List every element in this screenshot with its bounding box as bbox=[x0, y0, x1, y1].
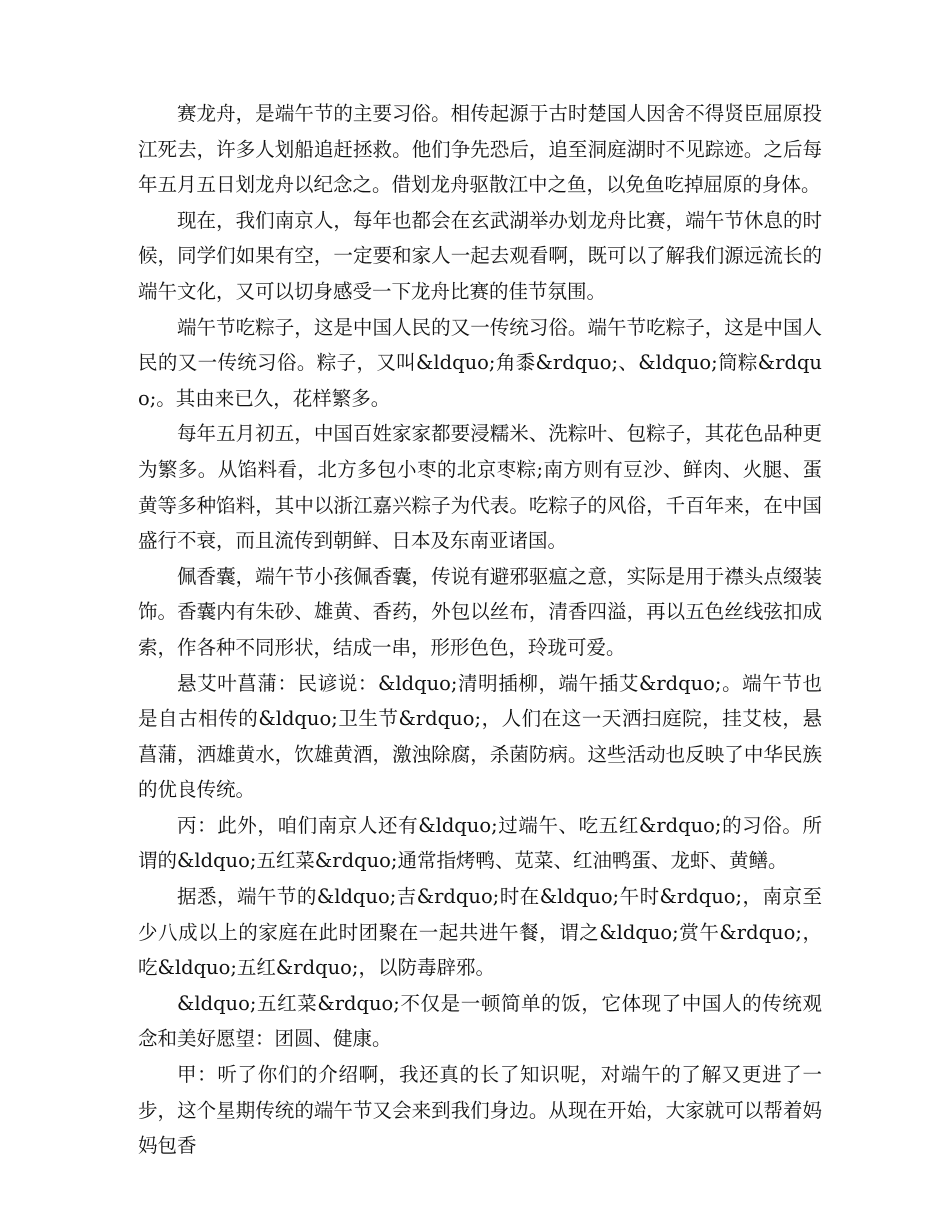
paragraph-closing-remarks: 甲：听了你们的介绍啊，我还真的长了知识呢，对端午的了解又更进了一步，这个星期传统的端午节又会来到我们身边。从现在开始，大家就可以帮着妈妈包香 bbox=[138, 1063, 822, 1158]
paragraph-five-red-meaning: &ldquo;五红菜&rdquo;不仅是一顿简单的饭，它体现了中国人的传统观念和美好愿望：团圆、健康。 bbox=[138, 991, 822, 1051]
paragraph-mugwort-calamus: 悬艾叶菖蒲：民谚说：&ldquo;清明插柳，端午插艾&rdquo;。端午节也是自古相传的&ldquo;卫生节&rdquo;，人们在这一天洒扫庭院，挂艾枝，悬菖蒲，洒雄黄水，饮雄黄酒，激浊除腐，杀菌防病。这些活动也反映了中华民族的优良传统。 bbox=[138, 671, 822, 802]
paragraph-zongzi-fillings: 每年五月初五，中国百姓家家都要浸糯米、洗粽叶、包粽子，其花色品种更为繁多。从馅料看，北方多包小枣的北京枣粽;南方则有豆沙、鲜肉、火腿、蛋黄等多种馅料，其中以浙江嘉兴粽子为代表。吃粽子的风俗，千百年来，在中国盛行不衰，而且流传到朝鲜、日本及东南亚诸国。 bbox=[138, 422, 822, 553]
paragraph-dragon-boat-origin: 赛龙舟，是端午节的主要习俗。相传起源于古时楚国人因舍不得贤臣屈原投江死去，许多人划船追赶拯救。他们争先恐后，追至洞庭湖时不见踪迹。之后每年五月五日划龙舟以纪念之。借划龙舟驱散江中之鱼，以免鱼吃掉屈原的身体。 bbox=[138, 102, 822, 197]
paragraph-nanjing-dragon-boat: 现在，我们南京人，每年也都会在玄武湖举办划龙舟比赛，端午节休息的时候，同学们如果有空，一定要和家人一起去观看啊，既可以了解我们源远流长的端午文化，又可以切身感受一下龙舟比赛的佳节氛围。 bbox=[138, 208, 822, 303]
document-body bbox=[138, 96, 822, 1164]
paragraph-sachet: 佩香囊，端午节小孩佩香囊，传说有避邪驱瘟之意，实际是用于襟头点缀装饰。香囊内有朱砂、雄黄、香药，外包以丝布，清香四溢，再以五色丝线弦扣成索，作各种不同形状，结成一串，形形色色，玲珑可爱。 bbox=[138, 564, 822, 659]
paragraph-five-red-custom: 丙：此外，咱们南京人还有&ldquo;过端午、吃五红&rdquo;的习俗。所谓的&ldquo;五红菜&rdquo;通常指烤鸭、苋菜、红油鸭蛋、龙虾、黄鳝。 bbox=[138, 813, 822, 873]
paragraph-lucky-hour: 据悉，端午节的&ldquo;吉&rdquo;时在&ldquo;午时&rdquo;，南京至少八成以上的家庭在此时团聚在一起共进午餐，谓之&ldquo;赏午&rdquo;，吃&ldquo;五红&rdquo;，以防毒辟邪。 bbox=[138, 885, 822, 980]
paragraph-zongzi: 端午节吃粽子，这是中国人民的又一传统习俗。端午节吃粽子，这是中国人民的又一传统习俗。粽子，又叫&ldquo;角黍&rdquo;、&ldquo;筒粽&rdquo;。其由来已久，花样繁多。 bbox=[138, 315, 822, 410]
